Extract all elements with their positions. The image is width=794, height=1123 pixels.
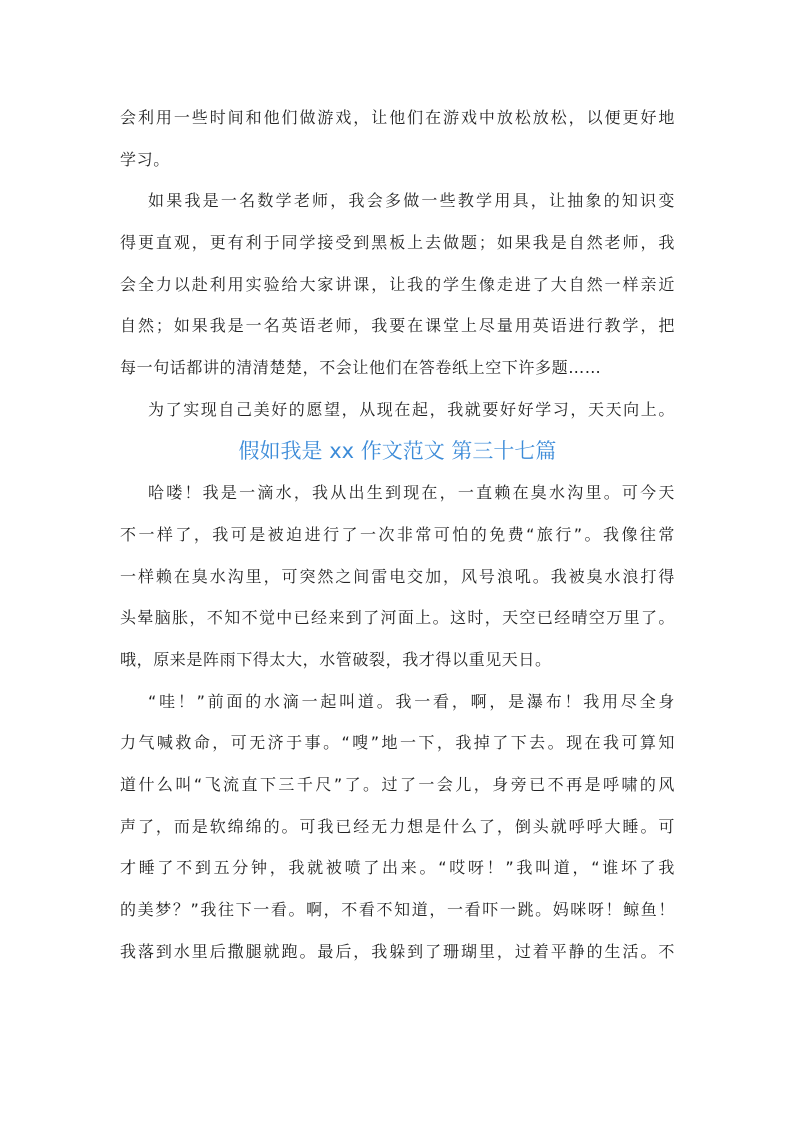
paragraph xyxy=(120,180,675,388)
text-line: 力气喊救命，可无济于事。“嗖”地一下，我掉了下去。现在我可算知 xyxy=(120,733,675,753)
text-line: 声了，而是软绵绵的。可我已经无力想是什么了，倒头就呼呼大睡。可 xyxy=(120,816,675,836)
text-line: 学习。 xyxy=(120,149,170,169)
text-line: 一样赖在臭水沟里，可突然之间雷电交加，风号浪吼。我被臭水浪打得 xyxy=(120,566,675,586)
text-line: 自然；如果我是一名英语老师，我要在课堂上尽量用英语进行教学，把 xyxy=(120,316,675,336)
text-line: 得更直观，更有利于同学接受到黑板上去做题；如果我是自然老师，我 xyxy=(120,233,675,253)
text-line: 会全力以赴利用实验给大家讲课，让我的学生像走进了大自然一样亲近 xyxy=(120,274,675,294)
text-line: 的美梦？”我往下一看。啊，不看不知道，一看吓一跳。妈咪呀！鲸鱼！ xyxy=(120,900,675,920)
paragraph xyxy=(120,97,675,180)
text-line: 我落到水里后撒腿就跑。最后，我躲到了珊瑚里，过着平静的生活。不 xyxy=(120,941,675,961)
paragraph xyxy=(120,389,675,431)
text-line: 会利用一些时间和他们做游戏，让他们在游戏中放松放松，以便更好地 xyxy=(120,108,675,127)
paragraph xyxy=(120,681,675,973)
text-line: “哇！”前面的水滴一起叫道。我一看，啊，是瀑布！我用尽全身 xyxy=(148,691,675,711)
text-line: 不一样了，我可是被迫进行了一次非常可怕的免费“旅行”。我像往常 xyxy=(120,524,675,544)
text-line: 每一句话都讲的清清楚楚，不会让他们在答卷纸上空下许多题…… xyxy=(120,358,602,378)
text-line: 如果我是一名数学老师，我会多做一些教学用具，让抽象的知识变 xyxy=(148,191,675,211)
section-title: 假如我是 xx 作文范文 第三十七篇 xyxy=(238,438,557,463)
text-line: 头晕脑胀，不知不觉中已经来到了河面上。这时，天空已经晴空万里了。 xyxy=(120,608,675,628)
text-line: 哈喽！我是一滴水，我从出生到现在，一直赖在臭水沟里。可今天 xyxy=(148,483,675,503)
paragraph xyxy=(120,472,675,680)
text-line: 道什么叫“飞流直下三千尺”了。过了一会儿，身旁已不再是呼啸的风 xyxy=(120,775,675,794)
document-body xyxy=(120,97,675,972)
text-line: 为了实现自己美好的愿望，从现在起，我就要好好学习，天天向上。 xyxy=(148,399,675,419)
text-line: 才睡了不到五分钟，我就被喷了出来。“哎呀！”我叫道，“谁坏了我 xyxy=(120,858,675,878)
text-line: 哦，原来是阵雨下得太大，水管破裂，我才得以重见天日。 xyxy=(120,649,552,669)
